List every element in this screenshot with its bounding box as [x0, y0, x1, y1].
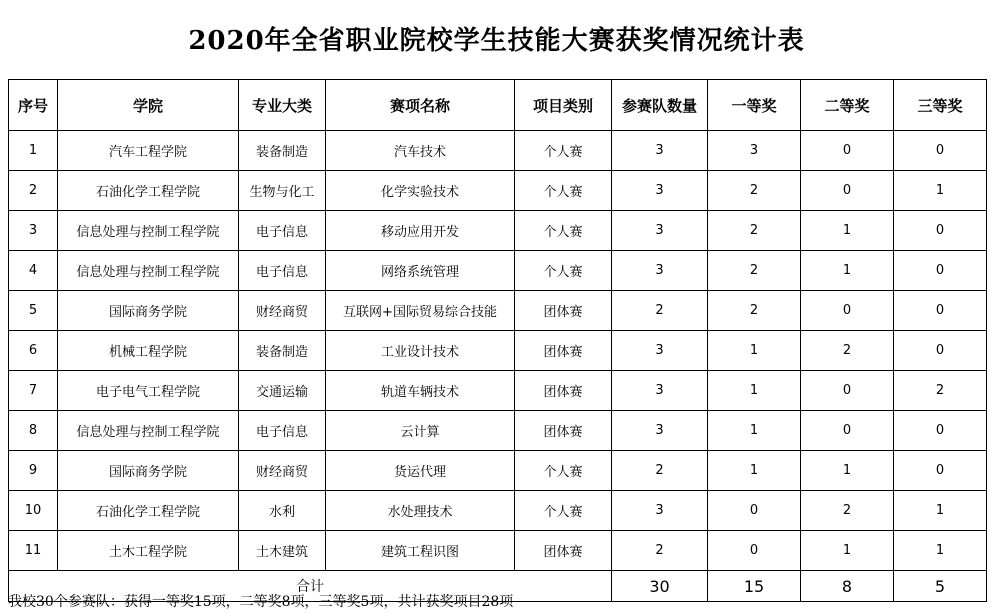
first-prize-cell: 1 — [708, 451, 801, 491]
row-index: 5 — [9, 291, 58, 331]
college-cell: 石油化学工程学院 — [58, 491, 239, 531]
college-cell: 机械工程学院 — [58, 331, 239, 371]
table-row — [9, 291, 987, 331]
table-body — [9, 131, 987, 571]
total-teams: 30 — [612, 571, 708, 602]
second-prize-cell: 2 — [801, 331, 894, 371]
third-prize-cell: 0 — [894, 411, 987, 451]
major-cell: 交通运输 — [239, 371, 326, 411]
third-prize-cell: 0 — [894, 451, 987, 491]
major-cell: 电子信息 — [239, 251, 326, 291]
event-cell: 建筑工程识图 — [326, 531, 515, 571]
teams-cell: 3 — [612, 171, 708, 211]
header-second: 二等奖 — [801, 80, 894, 131]
second-prize-cell: 2 — [801, 491, 894, 531]
teams-cell: 3 — [612, 491, 708, 531]
row-index: 6 — [9, 331, 58, 371]
table-row — [9, 211, 987, 251]
third-prize-cell: 0 — [894, 131, 987, 171]
row-index: 3 — [9, 211, 58, 251]
event-cell: 货运代理 — [326, 451, 515, 491]
category-cell: 团体赛 — [515, 371, 612, 411]
major-cell: 生物与化工 — [239, 171, 326, 211]
summary-note: 我校30个参赛队：获得一等奖15项，二等奖8项，三等奖5项，共计获奖项目28项 — [8, 594, 514, 610]
second-prize-cell: 1 — [801, 531, 894, 571]
second-prize-cell: 0 — [801, 291, 894, 331]
third-prize-cell: 0 — [894, 331, 987, 371]
category-cell: 个人赛 — [515, 211, 612, 251]
category-cell: 个人赛 — [515, 251, 612, 291]
college-cell: 石油化学工程学院 — [58, 171, 239, 211]
event-cell: 水处理技术 — [326, 491, 515, 531]
second-prize-cell: 1 — [801, 251, 894, 291]
total-first: 15 — [708, 571, 801, 602]
row-index: 11 — [9, 531, 58, 571]
third-prize-cell: 2 — [894, 371, 987, 411]
row-index: 9 — [9, 451, 58, 491]
total-third: 5 — [894, 571, 987, 602]
award-table — [8, 79, 987, 602]
college-cell: 信息处理与控制工程学院 — [58, 211, 239, 251]
college-cell: 信息处理与控制工程学院 — [58, 251, 239, 291]
category-cell: 团体赛 — [515, 531, 612, 571]
first-prize-cell: 1 — [708, 371, 801, 411]
second-prize-cell: 0 — [801, 171, 894, 211]
teams-cell: 2 — [612, 291, 708, 331]
first-prize-cell: 1 — [708, 331, 801, 371]
teams-cell: 3 — [612, 411, 708, 451]
teams-cell: 3 — [612, 211, 708, 251]
category-cell: 个人赛 — [515, 451, 612, 491]
page-title: 2020年全省职业院校学生技能大赛获奖情况统计表 — [188, 26, 805, 56]
header-category: 项目类别 — [515, 80, 612, 131]
third-prize-cell: 0 — [894, 211, 987, 251]
teams-cell: 2 — [612, 531, 708, 571]
first-prize-cell: 2 — [708, 211, 801, 251]
category-cell: 团体赛 — [515, 291, 612, 331]
teams-cell: 3 — [612, 331, 708, 371]
event-cell: 云计算 — [326, 411, 515, 451]
header-first: 一等奖 — [708, 80, 801, 131]
event-cell: 汽车技术 — [326, 131, 515, 171]
college-cell: 汽车工程学院 — [58, 131, 239, 171]
header-index: 序号 — [9, 80, 58, 131]
first-prize-cell: 3 — [708, 131, 801, 171]
event-cell: 移动应用开发 — [326, 211, 515, 251]
second-prize-cell: 0 — [801, 411, 894, 451]
third-prize-cell: 1 — [894, 531, 987, 571]
table-row — [9, 411, 987, 451]
table-row — [9, 251, 987, 291]
header-row — [9, 80, 987, 131]
header-college: 学院 — [58, 80, 239, 131]
college-cell: 电子电气工程学院 — [58, 371, 239, 411]
first-prize-cell: 2 — [708, 251, 801, 291]
total-label: 合计 — [9, 571, 612, 602]
teams-cell: 3 — [612, 371, 708, 411]
table-row — [9, 171, 987, 211]
major-cell: 财经商贸 — [239, 291, 326, 331]
table-row — [9, 491, 987, 531]
row-index: 2 — [9, 171, 58, 211]
third-prize-cell: 1 — [894, 171, 987, 211]
college-cell: 国际商务学院 — [58, 451, 239, 491]
total-second: 8 — [801, 571, 894, 602]
table-row — [9, 371, 987, 411]
major-cell: 财经商贸 — [239, 451, 326, 491]
first-prize-cell: 0 — [708, 531, 801, 571]
table-row — [9, 451, 987, 491]
major-cell: 土木建筑 — [239, 531, 326, 571]
first-prize-cell: 2 — [708, 291, 801, 331]
first-prize-cell: 1 — [708, 411, 801, 451]
event-cell: 工业设计技术 — [326, 331, 515, 371]
second-prize-cell: 0 — [801, 371, 894, 411]
row-index: 1 — [9, 131, 58, 171]
major-cell: 装备制造 — [239, 331, 326, 371]
event-cell: 网络系统管理 — [326, 251, 515, 291]
event-cell: 化学实验技术 — [326, 171, 515, 211]
teams-cell: 3 — [612, 131, 708, 171]
header-event: 赛项名称 — [326, 80, 515, 131]
category-cell: 团体赛 — [515, 411, 612, 451]
row-index: 8 — [9, 411, 58, 451]
third-prize-cell: 0 — [894, 251, 987, 291]
header-teams: 参赛队数量 — [612, 80, 708, 131]
category-cell: 个人赛 — [515, 491, 612, 531]
row-index: 4 — [9, 251, 58, 291]
college-cell: 国际商务学院 — [58, 291, 239, 331]
table-row — [9, 531, 987, 571]
second-prize-cell: 1 — [801, 211, 894, 251]
header-major: 专业大类 — [239, 80, 326, 131]
first-prize-cell: 2 — [708, 171, 801, 211]
second-prize-cell: 0 — [801, 131, 894, 171]
college-cell: 信息处理与控制工程学院 — [58, 411, 239, 451]
event-cell: 轨道车辆技术 — [326, 371, 515, 411]
third-prize-cell: 1 — [894, 491, 987, 531]
major-cell: 水利 — [239, 491, 326, 531]
major-cell: 电子信息 — [239, 211, 326, 251]
college-cell: 土木工程学院 — [58, 531, 239, 571]
table-row — [9, 331, 987, 371]
second-prize-cell: 1 — [801, 451, 894, 491]
row-index: 10 — [9, 491, 58, 531]
first-prize-cell: 0 — [708, 491, 801, 531]
major-cell: 电子信息 — [239, 411, 326, 451]
teams-cell: 2 — [612, 451, 708, 491]
major-cell: 装备制造 — [239, 131, 326, 171]
category-cell: 个人赛 — [515, 131, 612, 171]
table-row — [9, 131, 987, 171]
event-cell: 互联网+国际贸易综合技能 — [326, 291, 515, 331]
category-cell: 个人赛 — [515, 171, 612, 211]
third-prize-cell: 0 — [894, 291, 987, 331]
header-third: 三等奖 — [894, 80, 987, 131]
teams-cell: 3 — [612, 251, 708, 291]
row-index: 7 — [9, 371, 58, 411]
category-cell: 团体赛 — [515, 331, 612, 371]
